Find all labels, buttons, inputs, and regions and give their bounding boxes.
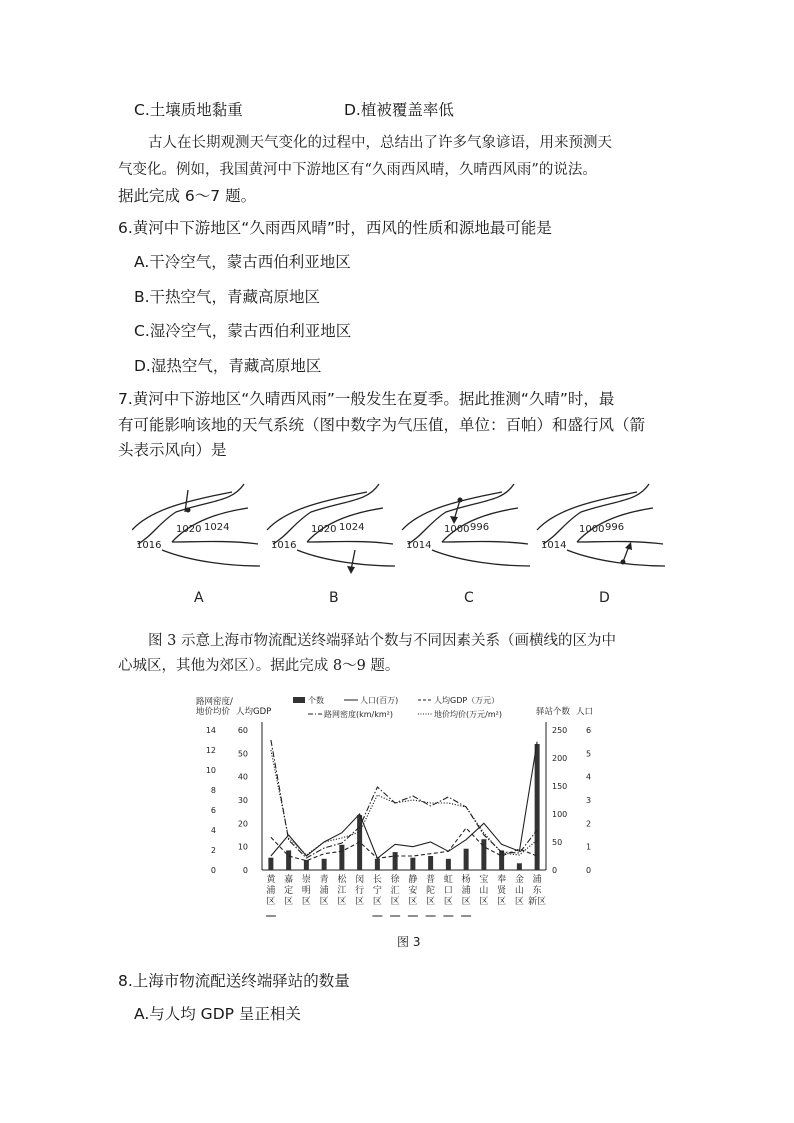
category-label: 区 <box>284 897 294 907</box>
bar-count <box>535 744 540 870</box>
bar-count <box>499 850 504 870</box>
map-d-isobar-1: 1014 <box>541 540 567 551</box>
question-6-option-a: A.干冷空气，蒙古西伯利亚地区 <box>134 253 351 271</box>
map-b-isobar-2: 1020 <box>311 524 337 535</box>
question-8-option-a: A.与人均 GDP 呈正相关 <box>134 1005 301 1023</box>
tick-label-left2: 60 <box>237 726 248 735</box>
tick-label-right2: 5 <box>586 749 592 759</box>
category-label: 区 <box>443 897 453 907</box>
category-label: 青 <box>319 875 329 885</box>
legend-gdp: 人均GDP（万元） <box>434 696 500 705</box>
option-d-q5: D.植被覆盖率低 <box>344 101 454 119</box>
category-label: 松 <box>337 875 347 885</box>
question-7-line-2: 有可能影响该地的天气系统（图中数字为气压值，单位：百帕）和盛行风（箭 <box>118 416 646 434</box>
bar-count <box>410 858 415 870</box>
map-c <box>402 484 530 606</box>
category-label: 崇 <box>301 875 311 885</box>
category-label: 区 <box>355 897 365 907</box>
tick-label-left2: 20 <box>237 819 248 829</box>
bar-count <box>481 839 486 870</box>
tick-label-right2: 1 <box>586 842 592 852</box>
tick-label-left2: 10 <box>237 842 248 852</box>
isobar-maps-figure <box>132 472 672 612</box>
bar-count <box>375 859 380 870</box>
map-c-label: C <box>464 590 474 606</box>
legend-population: 人口(百万) <box>360 696 399 705</box>
tick-label-right1: 50 <box>552 838 563 847</box>
bar-count <box>339 845 344 870</box>
legend-count: 个数 <box>308 696 324 705</box>
category-label: 区 <box>408 897 418 907</box>
bar-count <box>393 852 398 870</box>
right-axis-1-title: 驿站个数 <box>536 707 571 717</box>
category-label: 浦 <box>461 886 471 896</box>
map-a <box>132 484 260 606</box>
passage-2-line-1: 图 3 示意上海市物流配送终端驿站个数与不同因素关系（画横线的区为中 <box>148 633 616 649</box>
tick-label-left2: 50 <box>237 749 248 759</box>
category-label: 区 <box>426 897 436 907</box>
tick-label-left1: 8 <box>210 786 216 795</box>
map-d-isobar-3: 996 <box>605 522 625 533</box>
category-label: 山 <box>514 886 524 896</box>
tick-label-right2: 2 <box>586 819 592 829</box>
passage-1-line-1: 古人在长期观测天气变化的过程中，总结出了许多气象谚语，用来预测天 <box>148 135 612 151</box>
category-label: 定 <box>284 886 294 896</box>
category-label: 区 <box>372 897 382 907</box>
tick-label-left1: 12 <box>205 746 216 755</box>
map-b-isobar-1: 1016 <box>271 540 297 551</box>
category-label: 口 <box>443 886 453 896</box>
tick-label-right1: 100 <box>552 810 568 819</box>
category-label: 贤 <box>497 886 507 896</box>
category-label: 普 <box>426 875 436 885</box>
tick-label-left1: 14 <box>205 726 216 735</box>
tick-label-left1: 10 <box>205 766 216 775</box>
passage-2-line-2: 心城区，其他为郊区）。据此完成 8～9 题。 <box>118 658 400 674</box>
category-label: 明 <box>301 886 311 896</box>
bar-count <box>446 859 451 870</box>
map-a-isobar-3: 1024 <box>204 522 230 533</box>
tick-label-right1: 150 <box>552 782 568 791</box>
tick-label-right2: 6 <box>586 726 592 735</box>
category-label: 区 <box>390 897 400 907</box>
category-label: 闵 <box>355 875 365 885</box>
category-label: 奉 <box>497 875 507 885</box>
tick-label-left1: 6 <box>210 806 216 815</box>
tick-label-left2: 0 <box>242 866 248 875</box>
bar-count <box>268 858 273 870</box>
bar-count <box>517 863 522 870</box>
passage-1-line-2: 气变化。例如，我国黄河中下游地区有“久雨西风晴，久晴西风雨”的说法。 <box>118 162 597 178</box>
map-d <box>537 484 665 606</box>
map-c-isobar-2: 1000 <box>444 524 470 535</box>
category-label: 黄 <box>266 875 276 885</box>
category-label: 区 <box>301 897 311 907</box>
legend-road: 路网密度(km/km²) <box>324 710 393 719</box>
category-label: 汇 <box>390 886 400 896</box>
question-7-line-1: 7.黄河中下游地区“久晴西风雨”一般发生在夏季。据此推测“久晴”时，最 <box>118 390 615 408</box>
question-6-option-c: C.湿冷空气，蒙古西伯利亚地区 <box>134 322 352 340</box>
chart-plot-area <box>206 722 591 916</box>
category-label: 东 <box>532 886 542 896</box>
map-d-isobar-2: 1000 <box>579 524 605 535</box>
category-label: 徐 <box>390 875 400 885</box>
tick-label-left1: 4 <box>210 826 216 835</box>
left-axis-1-title-line-2: 地价均价 <box>196 707 231 717</box>
category-label: 浦 <box>532 875 542 885</box>
map-a-isobar-1: 1016 <box>136 540 162 551</box>
category-label: 区 <box>479 897 489 907</box>
tick-label-right1: 0 <box>552 866 558 875</box>
passage-1-line-3: 据此完成 6～7 题。 <box>118 187 257 205</box>
category-label: 陀 <box>426 886 436 896</box>
question-6-option-d: D.湿热空气，青藏高原地区 <box>134 357 322 375</box>
category-label: 区 <box>319 897 329 907</box>
map-a-label: A <box>194 590 204 606</box>
question-6: 6.黄河中下游地区“久雨西风晴”时，西风的性质和源地最可能是 <box>118 219 552 237</box>
map-b-label: B <box>329 590 339 606</box>
tick-label-right1: 250 <box>552 726 568 735</box>
category-label: 金 <box>514 875 524 885</box>
left-axis-1-title-line-1: 路网密度/ <box>196 697 233 707</box>
category-label: 安 <box>408 886 418 896</box>
left-axis-2-title: 人均GDP <box>236 707 272 717</box>
tick-label-right2: 0 <box>586 866 592 875</box>
bar-count <box>428 856 433 870</box>
legend-land: 地价均价(万元/m²) <box>434 710 502 719</box>
tick-label-right2: 3 <box>586 796 592 805</box>
category-label: 区 <box>497 897 507 907</box>
question-8: 8.上海市物流配送终端驿站的数量 <box>118 972 350 990</box>
tick-label-left2: 40 <box>237 772 248 782</box>
category-label: 区 <box>514 897 524 907</box>
category-label: 山 <box>479 886 489 896</box>
figure-3-chart <box>196 690 596 950</box>
tick-label-left1: 2 <box>210 846 216 855</box>
category-label: 浦 <box>319 886 329 896</box>
tick-label-left1: 0 <box>210 866 216 875</box>
category-label: 宁 <box>372 886 382 896</box>
question-6-option-b: B.干热空气，青藏高原地区 <box>134 288 321 306</box>
category-label: 区 <box>266 897 276 907</box>
tick-label-right1: 200 <box>552 754 568 763</box>
category-label: 江 <box>337 886 347 896</box>
map-b <box>267 484 395 606</box>
question-7-line-3: 头表示风向）是 <box>118 441 227 459</box>
bar-count <box>322 859 327 870</box>
category-label: 行 <box>355 886 365 896</box>
category-label: 浦 <box>266 886 276 896</box>
category-label: 杨 <box>461 875 471 885</box>
series-line-dashdot <box>271 740 537 858</box>
option-c-q5: C.土壤质地黏重 <box>134 101 243 119</box>
map-c-isobar-3: 996 <box>470 522 490 533</box>
category-label: 静 <box>408 875 418 885</box>
map-d-label: D <box>599 590 610 606</box>
tick-label-left2: 30 <box>237 796 248 805</box>
category-label: 嘉 <box>284 875 294 885</box>
category-label: 虹 <box>443 875 453 885</box>
category-label: 长 <box>372 875 382 885</box>
bar-count <box>286 850 291 870</box>
map-c-isobar-1: 1014 <box>406 540 432 551</box>
chart-legend <box>293 695 502 719</box>
category-label: 新区 <box>528 897 547 907</box>
map-a-isobar-2: 1020 <box>176 524 202 535</box>
category-label: 区 <box>461 897 471 907</box>
category-label: 宝 <box>479 875 489 885</box>
category-label: 区 <box>337 897 347 907</box>
bar-count <box>464 849 469 870</box>
bar-count <box>304 860 309 870</box>
figure-3-caption: 图 3 <box>397 935 421 949</box>
map-b-isobar-3: 1024 <box>339 522 365 533</box>
right-axis-2-title: 人口 <box>576 707 594 717</box>
tick-label-right2: 4 <box>586 772 592 782</box>
